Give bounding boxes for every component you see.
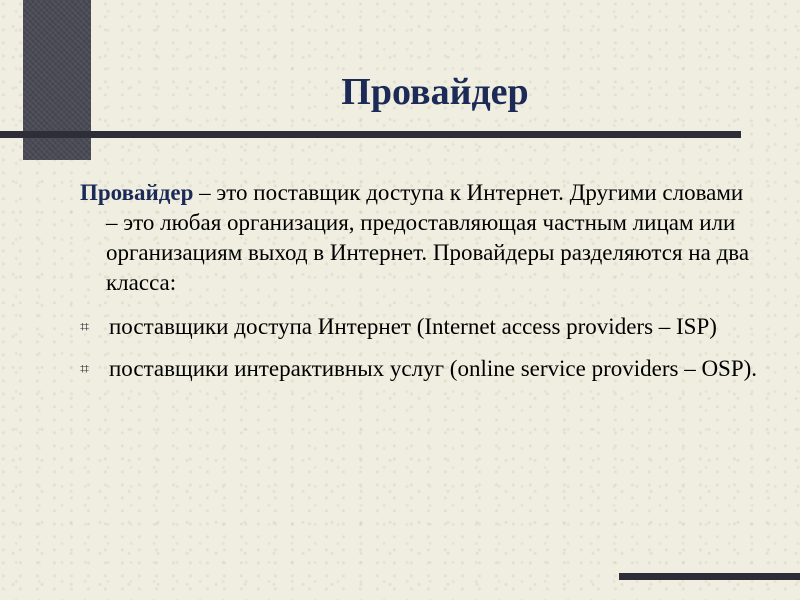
footer-divider	[619, 573, 800, 580]
title-divider	[0, 131, 741, 138]
hash-bullet-icon: ⌗	[80, 359, 90, 378]
hash-bullet-icon: ⌗	[80, 317, 90, 336]
intro-paragraph	[80, 178, 760, 298]
slide-title: Провайдер	[341, 71, 529, 113]
intro-text: – это поставщик доступа к Интернет. Другими словами – это любая организация, предоставляющая частным лицам или организациям выход в Интернет. Провайдеры разделяются на два класса:	[106, 180, 750, 295]
list-item	[80, 312, 760, 342]
bullet-text: поставщики доступа Интернет (Internet access providers – ISP)	[109, 314, 717, 339]
slide-body	[80, 178, 760, 396]
bullet-text: поставщики интерактивных услуг (online service providers – OSP).	[109, 356, 758, 381]
intro-term: Провайдер	[80, 180, 194, 205]
list-item	[80, 354, 760, 384]
bullet-list	[80, 312, 760, 384]
